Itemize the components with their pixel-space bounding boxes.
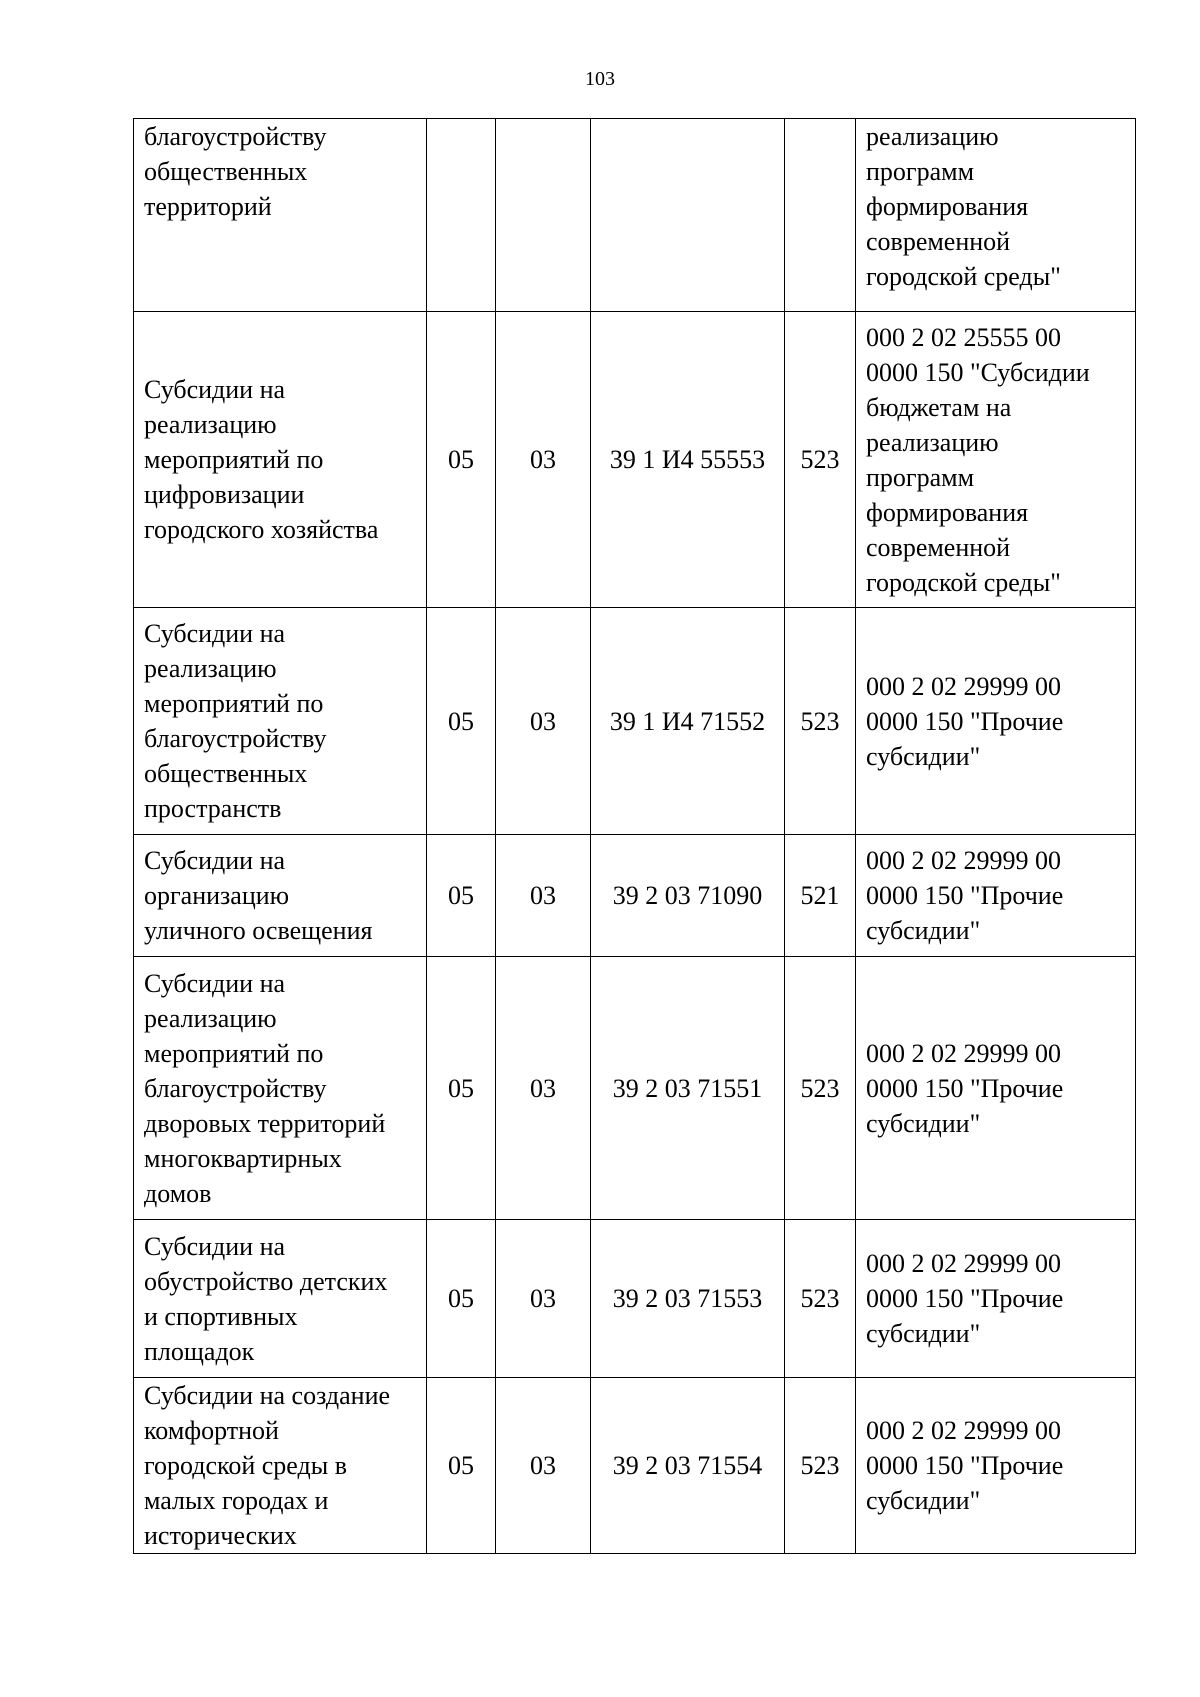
- page-number: 103: [585, 68, 615, 90]
- row-section: [427, 119, 496, 312]
- row-code: 000 2 02 25555 00 0000 150 "Субсидии бюджетам на реализацию программ формирования современной городской среды": [856, 312, 1136, 608]
- row-subsection: 03: [496, 957, 591, 1220]
- row-code: 000 2 02 29999 00 0000 150 "Прочие субсидии": [856, 835, 1136, 957]
- row-subsection: 03: [496, 835, 591, 957]
- table-row: [134, 1378, 1136, 1554]
- row-type: [785, 119, 856, 312]
- row-code: 000 2 02 29999 00 0000 150 "Прочие субсидии": [856, 957, 1136, 1220]
- row-subsection: [496, 119, 591, 312]
- row-type: 523: [785, 1378, 856, 1554]
- row-type: 523: [785, 957, 856, 1220]
- row-type: 523: [785, 312, 856, 608]
- row-type: 523: [785, 1220, 856, 1378]
- budget-table: [133, 118, 1136, 1554]
- row-target: 39 1 И4 55553: [591, 312, 785, 608]
- row-target: 39 1 И4 71552: [591, 608, 785, 835]
- row-name: Субсидии на реализацию мероприятий по благоустройству дворовых территорий многоквартирных домов: [134, 957, 427, 1220]
- table-row: [134, 608, 1136, 835]
- row-name: Субсидии на реализацию мероприятий по цифровизации городского хозяйства: [134, 312, 427, 608]
- row-code: 000 2 02 29999 00 0000 150 "Прочие субсидии": [856, 1378, 1136, 1554]
- row-section: 05: [427, 1220, 496, 1378]
- row-name: Субсидии на реализацию мероприятий по благоустройству общественных пространств: [134, 608, 427, 835]
- row-subsection: 03: [496, 608, 591, 835]
- row-subsection: 03: [496, 312, 591, 608]
- table-row: [134, 312, 1136, 608]
- row-code: 000 2 02 29999 00 0000 150 "Прочие субсидии": [856, 608, 1136, 835]
- row-section: 05: [427, 1378, 496, 1554]
- row-type: 523: [785, 608, 856, 835]
- row-subsection: 03: [496, 1220, 591, 1378]
- table-row: [134, 957, 1136, 1220]
- row-target: 39 2 03 71551: [591, 957, 785, 1220]
- row-name: Субсидии на обустройство детских и спортивных площадок: [134, 1220, 427, 1378]
- row-name: Субсидии на создание комфортной городской среды в малых городах и исторических: [134, 1378, 427, 1554]
- table-row: [134, 119, 1136, 312]
- table-row: [134, 835, 1136, 957]
- row-name: благоустройству общественных территорий: [134, 119, 427, 312]
- row-section: 05: [427, 608, 496, 835]
- row-code: 000 2 02 29999 00 0000 150 "Прочие субсидии": [856, 1220, 1136, 1378]
- row-type: 521: [785, 835, 856, 957]
- row-target: 39 2 03 71090: [591, 835, 785, 957]
- row-target: [591, 119, 785, 312]
- table-row: [134, 1220, 1136, 1378]
- row-target: 39 2 03 71554: [591, 1378, 785, 1554]
- row-section: 05: [427, 312, 496, 608]
- row-target: 39 2 03 71553: [591, 1220, 785, 1378]
- row-code: реализацию программ формирования современной городской среды": [856, 119, 1136, 312]
- row-section: 05: [427, 957, 496, 1220]
- row-section: 05: [427, 835, 496, 957]
- row-subsection: 03: [496, 1378, 591, 1554]
- row-name: Субсидии на организацию уличного освещения: [134, 835, 427, 957]
